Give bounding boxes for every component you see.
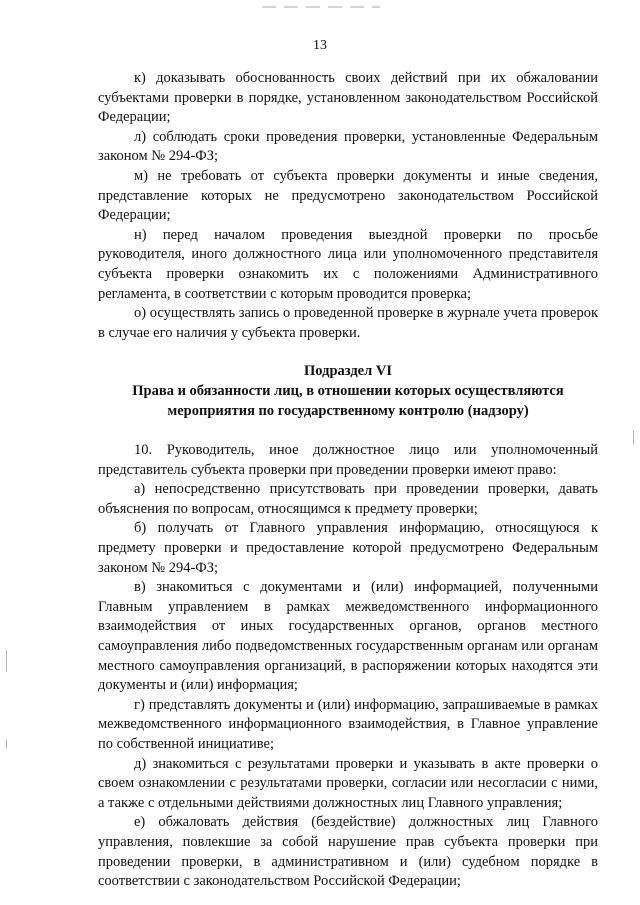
paragraph-10: 10. Руководитель, иное должностное лицо или уполномоченный представитель субъекта проверки при проведении проверки имеют право:: [98, 442, 598, 478]
paragraph-v: в) знакомиться с документами и (или) информацией, полученными Главным управлением в рамках межведомственного информационного взаимодействия от иных государственных органов, органов местного самоуправления либо подведомственных государственным органам или органам местного самоуправления организаций, в распоряжении которых находятся эти документы и (или) информация;: [98, 579, 598, 694]
section-heading: [98, 362, 598, 421]
paragraph-o: о) осуществлять запись о проведенной проверке в журнале учета проверок в случае его наличия у субъекта проверки.: [98, 305, 598, 341]
section-title-line-1: Права и обязанности лиц, в отношении которых осуществляются: [132, 382, 564, 399]
scan-artifact-left-1: [6, 650, 7, 672]
scan-artifact-left-2: [6, 740, 7, 748]
paragraph-a: а) непосредственно присутствовать при проведении проверки, давать объяснения по вопросам, относящимся к предмету проверки;: [98, 481, 598, 517]
section-label: Подраздел VI: [304, 363, 392, 380]
paragraph-m: м) не требовать от субъекта проверки документы и иные сведения, представление которых не предусмотрено законодательством Российской Федерации;: [98, 167, 598, 224]
scan-artifact-top: [262, 6, 380, 8]
page-number: 13: [313, 38, 327, 53]
paragraph-e: е) обжаловать действия (бездействие) должностных лиц Главного управления, повлекшие за собой нарушение прав субъекта проверки при проведении проверки, в административном и (или) судебном порядке в соответствии с законодательством Российской Федерации;: [98, 814, 598, 890]
document-body: [98, 69, 598, 892]
section-title-line-2: мероприятия по государственному контролю (надзору): [167, 402, 529, 419]
paragraph-b: б) получать от Главного управления информацию, относящуюся к предмету проверки и предоставление которой предусмотрено Федеральным законом № 294-ФЗ;: [98, 520, 598, 576]
paragraph-n: н) перед началом проведения выездной проверки по просьбе руководителя, иного должностного лица или уполномоченного представителя субъекта проверки ознакомить их с положениями Административного регламента, в соответствии с которым проводится проверка;: [98, 226, 598, 302]
scan-artifact-right-1: [633, 430, 634, 444]
paragraph-l: л) соблюдать сроки проведения проверки, установленные Федеральным законом № 294-ФЗ;: [98, 128, 598, 165]
paragraph-k: к) доказывать обоснованность своих действий при их обжаловании субъектами проверки в порядке, установленном законодательством Российской Федерации;: [98, 70, 598, 126]
paragraph-g: г) представлять документы и (или) информацию, запрашиваемые в рамках межведомственного информационного взаимодействия, в Главное управление по собственной инициативе;: [98, 696, 598, 752]
paragraph-d: д) знакомиться с результатами проверки и указывать в акте проверки о своем ознакомлении с результатами проверки, согласии или несогласии с ними, а также с отдельными действиями должностных лиц Главного управления;: [98, 755, 598, 811]
